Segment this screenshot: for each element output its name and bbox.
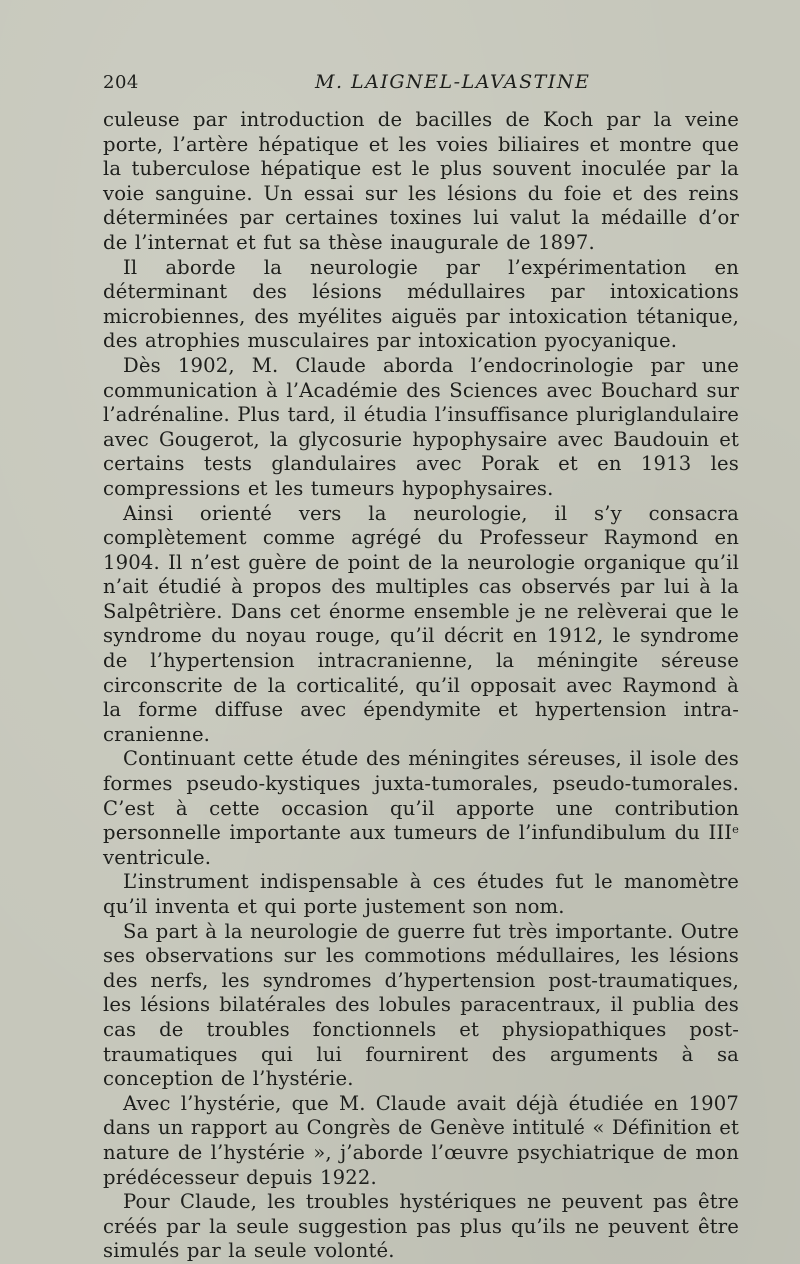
running-head: M. LAIGNEL-LAVASTINE — [315, 71, 591, 93]
paragraph: L’instrument indispensable à ces études fut le manomètre qu’il inventa et qui porte justement son nom. — [103, 870, 739, 918]
paragraph: Sa part à la neurologie de guerre fut très importante. Outre ses observations sur les commotions médullaires, les lésions des nerfs, les syndromes d’hypertension post-traumatiques, les lésions bilatérales des lobules paracentraux, il publia des cas de troubles fonctionnels et physiopathiques post-traumatiques qui lui fournirent des arguments à sa conception de l’hystérie. — [103, 919, 739, 1091]
paragraph: Ainsi orienté vers la neurologie, il s’y consacra complètement comme agrégé du Professeur Raymond en 1904. Il n’est guère de point de la neurologie organique qu’il n’ait étudié à propos des multiples cas observés par lui à la Salpêtrière. Dans cet énorme ensemble je ne relèverai que le syndrome du noyau rouge, qu’il décrit en 1912, le syndrome de l’hypertension intracranienne, la méningite séreuse circonscrite de la corticalité, qu’il opposait avec Raymond à la forme diffuse avec épendymite et hypertension intra-cranienne. — [103, 501, 739, 746]
paragraph — [103, 747, 739, 870]
paragraph: culeuse par introduction de bacilles de Koch par la veine porte, l’artère hépatique et les voies biliaires et montre que la tuberculose hépatique est le plus souvent inoculée par la voie sanguine. Un essai sur les lésions du foie et des reins déterminées par certaines toxines lui valut la médaille d’or de l’internat et fut sa thèse inaugurale de 1897. — [103, 108, 739, 254]
paragraph: Avec l’hystérie, que M. Claude avait déjà étudiée en 1907 dans un rapport au Congrès de Genève intitulé « Définition et nature de l’hystérie », j’aborde l’œuvre psychiatrique de mon prédécesseur depuis 1922. — [103, 1091, 739, 1189]
paragraph-text: Continuant cette étude des méningites séreuses, il isole des formes pseudo-kystiques juxta-tumorales, pseudo-tumorales. C’est à cette occasion qu’il apporte une contribution personnelle importante aux tumeurs de l’infundibulum du III — [103, 747, 739, 845]
page-number: 204 — [103, 72, 139, 93]
paragraph-text: ventricule. — [103, 845, 212, 869]
paragraph: Pour Claude, les troubles hystériques ne peuvent pas être créés par la seule suggestion pas plus qu’ils ne peuvent être simulés par la seule volonté. — [103, 1190, 739, 1263]
superscript: e — [732, 821, 739, 836]
page-header — [103, 66, 740, 100]
body-text — [103, 108, 739, 1264]
paragraph: Dès 1902, M. Claude aborda l’endocrinologie par une communication à l’Académie des Sciences avec Bouchard sur l’adrénaline. Plus tard, il étudia l’insuffisance pluriglandulaire avec Gougerot, la glycosurie hypophysaire avec Baudouin et certains tests glandulaires avec Porak et en 1913 les compressions et les tumeurs hypophysaires. — [103, 353, 739, 500]
paragraph: Il aborde la neurologie par l’expérimentation en déterminant des lésions médullaires par intoxications microbiennes, des myélites aiguës par intoxication tétanique, des atrophies musculaires par intoxication pyocyanique. — [103, 255, 739, 353]
